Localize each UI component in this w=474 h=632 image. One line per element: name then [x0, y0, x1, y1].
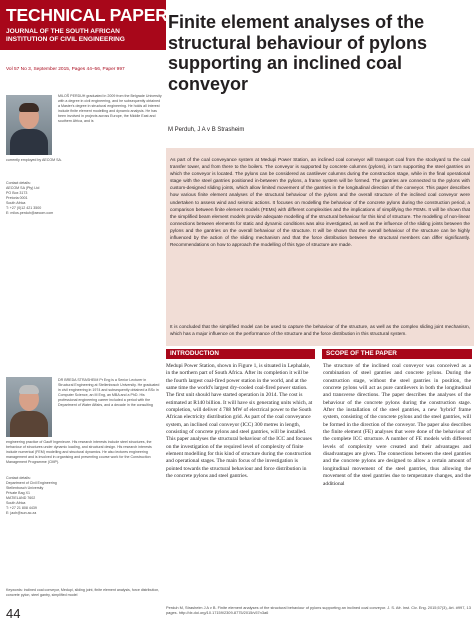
page-number: 44 [6, 606, 21, 621]
keywords: Keywords: inclined coal conveyor, Medupi, sliding joint, finite element analysis, force distribution, concrete pylon, steel gantry, simplified model [6, 588, 160, 597]
introduction-heading: INTRODUCTION [166, 349, 315, 359]
contact-email[interactable]: E: milos.perduh@aecom.com [6, 211, 54, 215]
author-bio-strasheim-tail: engineering practice of Gauff Ingenieure. His research interests include steel structures, the behaviour of structures under dynamic loading, and structural design. His research interests include numerical (FEM) modelling and structural dynamics. He also lectures engineering management and is involved in organising and presenting course work for the Construction Management Programme (CMP). [6, 440, 152, 464]
journal-name: JOURNAL OF THE SOUTH AFRICAN INSTITUTION OF CIVIL ENGINEERING [6, 28, 125, 43]
author-bio-perduh: MILOŠ PERDUH graduated in 2009 from the Belgrade University with a degree in civil engineering, and he subsequently obtained a Master's degree in structural engineering. He holds all interest include finite element modelling and dynamic analysis. He has been involved in projects across Europe, the Middle East and southern Africa, and is [58, 94, 162, 123]
section-label: TECHNICAL PAPER [6, 5, 168, 25]
abstract-paragraph: As part of the coal conveyance system at Medupi Power Station, an inclined coal conveyor will transport coal from the stockyard to the coal transfer tower, and from there to the boilers. The conveyor is supported by concrete columns (pylons), in turn supporting the steel gantries on which the conveyor is located. The pylons can be considered as cantilever columns during the construction stage, while in the final operational stage with the steel gantries positioned in-between the pylons, a frame system will be formed. The gantries are connected to the pylons with custom-designed sliding joints, which allow limited movement of the gantries in the longitudinal direction of the conveyor. This paper describes how various finite element analyses of the structural behaviour of the pylons and the overall structure of the inclined coal conveyor were undertaken to assess wind and seismic actions. It focuses on modelling the behaviour of the concrete pylons during the construction period, a comparison between finite element models (FEMs) with different complexities and the implications of simplifying the FEMs. It will be shown that the simplified beam element models provide adequate modelling of the structural behaviour for this kind of structure. The modelling of non-linear connections between elements for static and dynamic conditions was also investigated, as well as the influence of the sliding joints between the pylons and the gantries on the overall behaviour of the structure. It will be shown that the overall behaviour of the structure can be highly influenced by the action of the sliding mechanism and that the force distribution between the structural members can differ significantly. Recommendations on how to approach the modelling of this type of structure are made. [170, 157, 470, 248]
abstract-box [166, 148, 474, 346]
author-photo-perduh [6, 95, 52, 155]
author-bio-strasheim: DR BREDA STRASHEIM Pr Eng is a Senior Lecturer in Structural Engineering at Stellenbosch University. He graduated in civil engineering in 1974 and subsequently obtained a BSc in Computer Science, an M Eng, an MBA and a PhD. His professional engineering career included a period with the Department of Water Affairs, and a decade in the consulting [58, 378, 160, 407]
author-contact-strasheim [6, 476, 162, 516]
author-photo-strasheim [6, 377, 52, 437]
volume-info: Vol 57 No 3, September 2015, Pages 44–56, Paper 997 [6, 67, 125, 72]
contact-line: Stellenbosch University [6, 486, 44, 490]
paper-authors: M Perduh, J A v B Strasheim [168, 127, 245, 133]
contact-line: Contact details: [6, 181, 31, 185]
contact-line: Private Bag X1 [6, 491, 30, 495]
scope-heading: SCOPE OF THE PAPER [322, 349, 472, 359]
citation-footer: Perduh M, Strasheim J A v B. Finite element analyses of the structural behaviour of pylons supporting an inclined coal conveyor. J. S. Afr. Inst. Civ. Eng. 2015;57(3), Art. #997, 13 pages. http://dx.doi.org/10.17159/2309-8775/2015/v57n3a6 [166, 605, 471, 616]
contact-line: Department of Civil Engineering [6, 481, 57, 485]
contact-line: South Africa [6, 501, 26, 505]
contact-line: Contact details: [6, 476, 31, 480]
scope-text: The structure of the inclined coal conveyor was conceived as a combination of steel gantries and concrete pylons. During the construction stage, without the steel gantries in position, the concrete pylons will act as pure cantilevers in both the longitudinal and transverse directions. The paper describes the analyses of the behaviour of the concrete pylons during the construction stage. After the installation of the steel gantries, a new 'hybrid' frame system, consisting of the concrete pylons and the steel gantries, will be formed in the direction of the conveyor. The paper also describes the finite element (FE) analyses that were done of the behaviour of the complete ICC structure. A number of FE models with different levels of complexity were created and their advantages and disadvantages are given. The connections between the steel gantries and the concrete pylons are designed to allow a certain amount of longitudinal movement of the steel gantries, thus allowing the movement of the steel gantries due to temperature changes, and the additional [323, 363, 471, 487]
contact-line: South Africa [6, 201, 26, 205]
contact-email[interactable]: E: jaoh@sun.ac.za [6, 511, 37, 515]
left-sidebar [0, 0, 166, 632]
contact-line: AECOM SA (Pty) Ltd [6, 186, 40, 190]
contact-line: T: +27 (0)12 421 3500 [6, 206, 42, 210]
contact-line: PO Box 3173 [6, 191, 28, 195]
contact-line: T: +27 21 808 4439 [6, 506, 37, 510]
contact-line: MATIELAND 7602 [6, 496, 36, 500]
abstract-paragraph: It is concluded that the simplified model can be used to capture the behaviour of the structure, as well as the complex sliding joint mechanism, which has a major influence on the performance of the structure and the force distribution in this structural system. [170, 324, 470, 337]
paper-title: Finite element analyses of the structural behaviour of pylons supporting an inclined coal conveyor [168, 12, 428, 94]
introduction-text: Medupi Power Station, shown in Figure 1, is situated in Lephalale, in the northern part of South Africa. After its completion it will be the fourth largest coal-fired power station in the world, and at the same time the world's largest dry-cooled coal-fired power station. The first unit should have started operation in 2014. The cost is estimated at R140 billion. It will have six generating units which, at completion, will deliver 4 788 MW of electrical power to the South African electricity distribution grid. As part of the coal conveyance system, an inclined coal conveyor (ICC) 300 metres in length, consisting of concrete pylons and steel gantries, will be installed. This paper analyses the structural behaviour of the ICC and focuses on the investigation of the required level of complexity of finite element modelling for this kind of structure during the construction and operational stages. The main focus of the investigation is pointed towards the structural behaviour and force distribution in the concrete pylons and steel gantries. [166, 363, 313, 480]
contact-line: Pretoria 0001 [6, 196, 28, 200]
author-bio-perduh-tail: currently employed by AECOM SA. [6, 158, 62, 162]
author-contact-perduh [6, 181, 162, 216]
